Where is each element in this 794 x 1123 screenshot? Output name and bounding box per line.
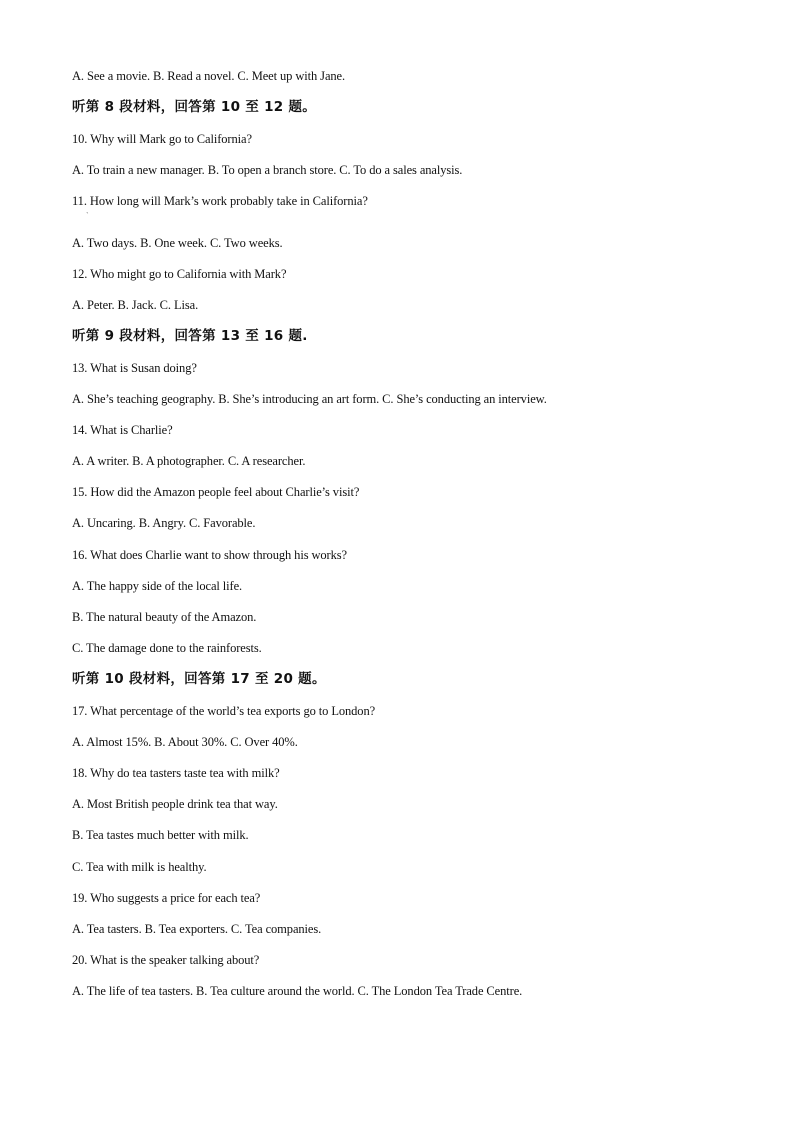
q20-options: A. The life of tea tasters. B. Tea culture around the world. C. The London Tea Trade Centre. <box>72 984 523 998</box>
q18-option-a: A. Most British people drink tea that way. <box>72 797 278 811</box>
q19-options: A. Tea tasters. B. Tea exporters. C. Tea companies. <box>72 922 322 936</box>
q18-option-c: C. Tea with milk is healthy. <box>72 860 207 874</box>
q9-options: A. See a movie. B. Read a novel. C. Meet up with Jane. <box>72 69 346 83</box>
q11-question: 11. How long will Mark’s work probably take in California? <box>72 194 368 208</box>
q15-options: A. Uncaring. B. Angry. C. Favorable. <box>72 516 256 530</box>
q11-options: A. Two days. B. One week. C. Two weeks. <box>72 236 283 250</box>
section-8-heading: 听第 8 段材料，回答第 10 至 12 题。 <box>72 99 317 115</box>
q17-options: A. Almost 15%. B. About 30%. C. Over 40%. <box>72 735 298 749</box>
q12-question: 12. Who might go to California with Mark? <box>72 267 287 281</box>
q14-question: 14. What is Charlie? <box>72 423 173 437</box>
q16-option-b: B. The natural beauty of the Amazon. <box>72 610 257 624</box>
q10-question: 10. Why will Mark go to California? <box>72 132 252 146</box>
q15-question: 15. How did the Amazon people feel about Charlie’s visit? <box>72 485 360 499</box>
q12-options: A. Peter. B. Jack. C. Lisa. <box>72 298 199 312</box>
q16-option-c: C. The damage done to the rainforests. <box>72 641 262 655</box>
section-9-heading: 听第 9 段材料，回答第 13 至 16 题. <box>72 328 308 344</box>
q10-options: A. To train a new manager. B. To open a branch store. C. To do a sales analysis. <box>72 163 463 177</box>
q13-question: 13. What is Susan doing? <box>72 361 197 375</box>
section-10-heading: 听第 10 段材料，回答第 17 至 20 题。 <box>72 671 326 687</box>
q16-option-a: A. The happy side of the local life. <box>72 579 243 593</box>
q14-options: A. A writer. B. A photographer. C. A researcher. <box>72 454 306 468</box>
q16-question: 16. What does Charlie want to show through his works? <box>72 548 347 562</box>
q18-question: 18. Why do tea tasters taste tea with milk? <box>72 766 280 780</box>
q20-question: 20. What is the speaker talking about? <box>72 953 260 967</box>
q13-options: A. She’s teaching geography. B. She’s introducing an art form. C. She’s conducting an interview. <box>72 392 547 406</box>
q18-option-b: B. Tea tastes much better with milk. <box>72 828 249 842</box>
stray-mark: ` <box>86 211 89 220</box>
q19-question: 19. Who suggests a price for each tea? <box>72 891 261 905</box>
q17-question: 17. What percentage of the world’s tea exports go to London? <box>72 704 376 718</box>
